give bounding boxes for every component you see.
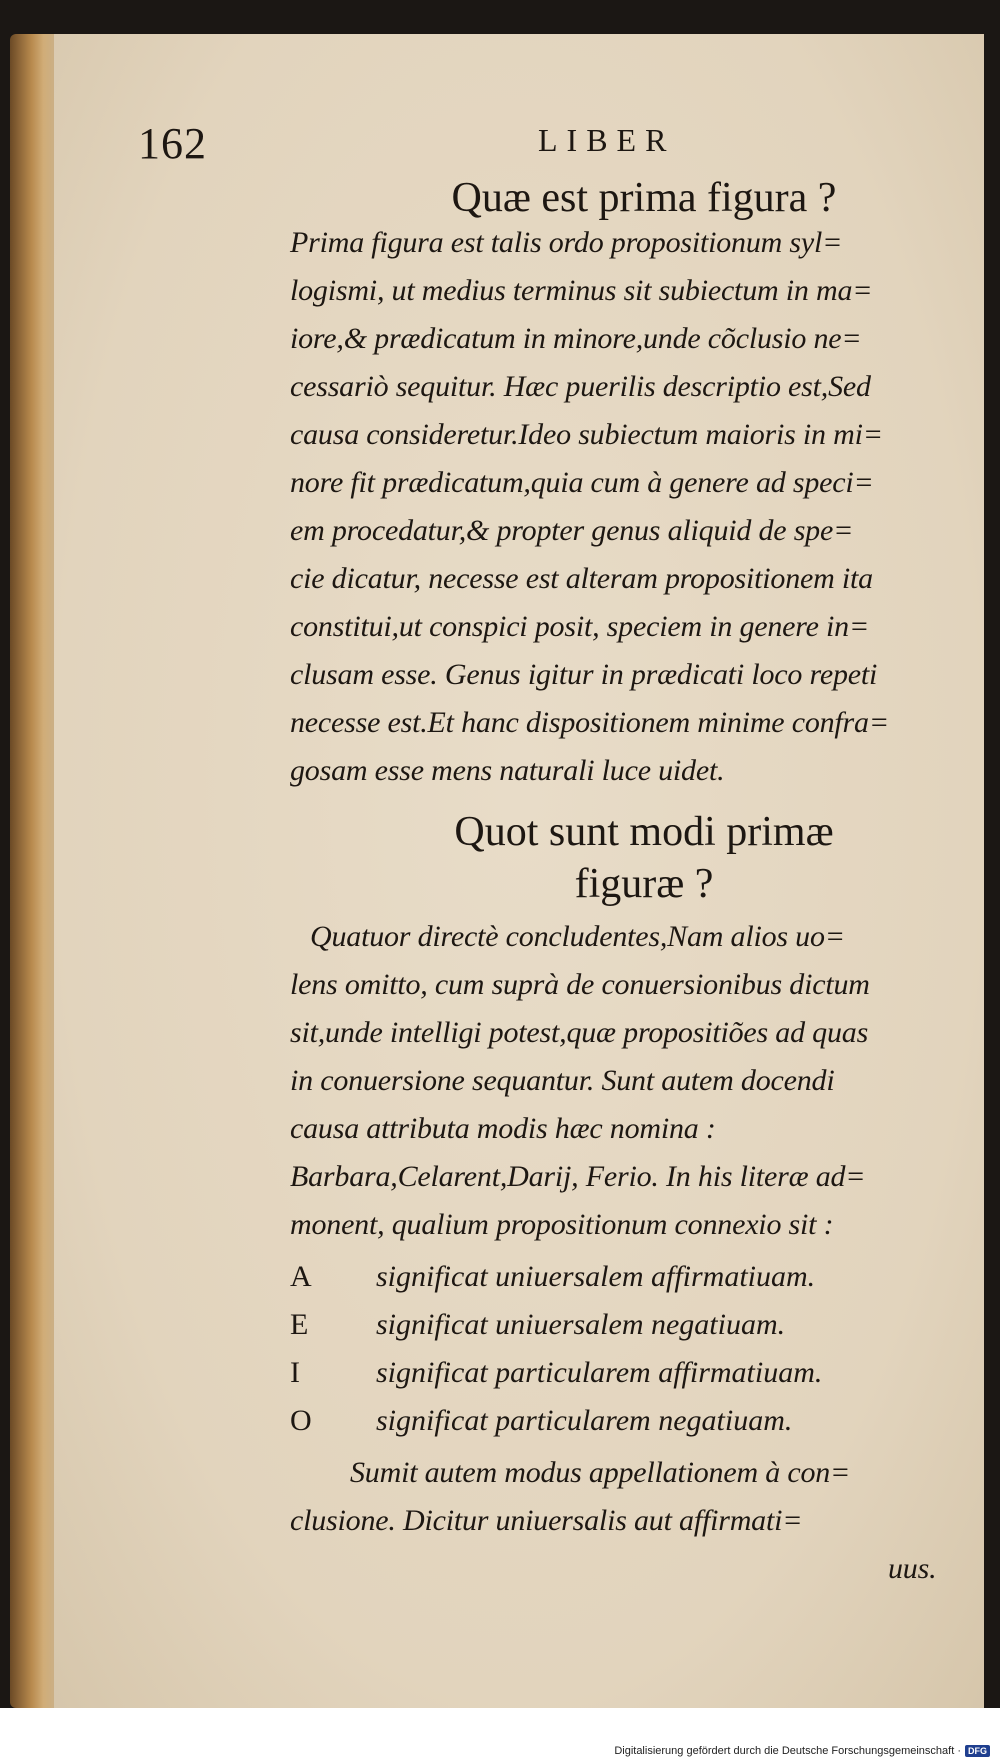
letter-label: A [290,1260,312,1293]
letter-label: E [290,1308,309,1341]
dfg-logo: DFG [965,1745,990,1757]
footer-strip [0,1708,1000,1761]
digitization-credit [614,1745,990,1757]
body-line: constitui,ut conspici posit, speciem in genere in= [290,610,870,643]
body-line: iore,& prædicatum in minore,unde cõclusio ne= [290,322,862,355]
body-line: cie dicatur, necesse est alteram propositionem ita [290,562,873,595]
body-line: em procedatur,& propter genus aliquid de spe= [290,514,854,547]
body-line: Quatuor directè concludentes,Nam alios uo= [310,920,845,953]
letter-row-i [290,1356,822,1390]
body-line: sit,unde intelligi potest,quæ propositiões ad quas [290,1016,869,1049]
section2-heading-line1: Quot sunt modi primæ [454,809,834,855]
letter-row-o [290,1404,792,1438]
letter-meaning: significat uniuersalem affirmatiuam. [376,1260,816,1293]
letter-meaning: significat particularem negatiuam. [376,1404,793,1437]
body-line: monent, qualium propositionum connexio sit : [290,1208,834,1241]
catchword: uus. [888,1552,937,1585]
body-line: clusione. Dicitur uniuersalis aut affirmati= [290,1504,803,1537]
body-line: gosam esse mens naturali luce uidet. [290,754,725,787]
book-binding-edge [10,34,58,1708]
letter-row-e [290,1308,785,1342]
body-line: Prima figura est talis ordo propositionum syl= [290,226,843,259]
body-line: clusam esse. Genus igitur in prædicati loco repeti [290,658,878,691]
body-line: in conuersione sequantur. Sunt autem docendi [290,1064,835,1097]
letter-meaning: significat uniuersalem negatiuam. [376,1308,786,1341]
body-line: nore fit prædicatum,quia cum à genere ad speci= [290,466,874,499]
body-line: logismi, ut medius terminus sit subiectum in ma= [290,274,873,307]
letter-label: I [290,1356,300,1389]
letter-meaning: significat particularem affirmatiuam. [376,1356,823,1389]
body-line: cessariò sequitur. Hæc puerilis descriptio est,Sed [290,370,871,403]
running-head: LIBER [538,122,676,158]
credit-text: Digitalisierung gefördert durch die Deutsche Forschungsgemeinschaft · [614,1745,961,1757]
body-line: lens omitto, cum suprà de conuersionibus dictum [290,968,870,1001]
letter-label: O [290,1404,312,1437]
body-line: causa attributa modis hæc nomina : [290,1112,716,1145]
body-line: Barbara,Celarent,Darij, Ferio. In his literæ ad= [290,1160,866,1193]
body-line: necesse est.Et hanc dispositionem minime confra= [290,706,889,739]
page-number: 162 [138,119,207,168]
letter-row-a [290,1260,815,1294]
section2-heading-line2: figuræ ? [574,861,714,907]
book-page [54,34,984,1708]
body-line: Sumit autem modus appellationem à con= [350,1456,851,1489]
section1-heading: Quæ est prima figura ? [451,175,837,221]
body-line: causa consideretur.Ideo subiectum maioris in mi= [290,418,883,451]
